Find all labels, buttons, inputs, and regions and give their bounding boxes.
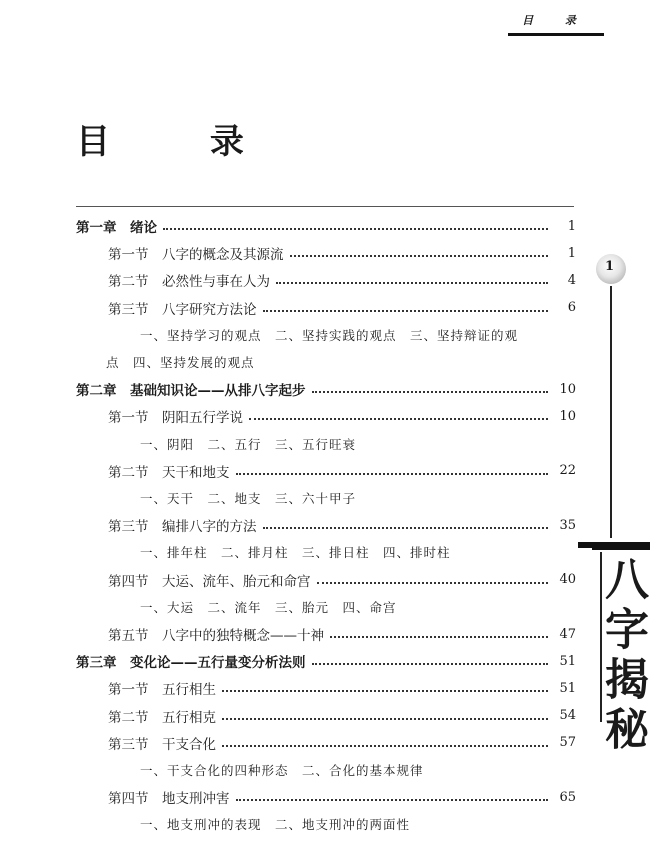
toc-page-number: 10 bbox=[559, 408, 576, 424]
toc-page-number: 22 bbox=[559, 463, 576, 479]
toc-entry-sec bbox=[108, 298, 576, 318]
toc-label: 第三节 八字研究方法论 bbox=[108, 301, 257, 318]
toc-entry-sub bbox=[140, 542, 576, 562]
toc-entry-sec bbox=[108, 270, 576, 290]
toc-page-number: 1 bbox=[567, 218, 576, 234]
side-vertical-rule bbox=[610, 286, 612, 538]
toc-leader-dots bbox=[263, 310, 549, 312]
toc-label: 一、阴阳 二、五行 三、五行旺衰 bbox=[140, 436, 357, 452]
toc-entry-sub bbox=[140, 814, 576, 834]
toc-page-number: 65 bbox=[559, 789, 576, 805]
toc-entry-sec bbox=[108, 787, 576, 807]
toc-entry-sub bbox=[140, 760, 576, 780]
toc-label: 点 四、坚持发展的观点 bbox=[106, 355, 255, 370]
toc-page-number: 57 bbox=[559, 735, 576, 751]
toc-label: 一、大运 二、流年 三、胎元 四、命宫 bbox=[140, 599, 397, 615]
toc-page-number: 47 bbox=[559, 626, 576, 642]
toc-leader-dots bbox=[249, 418, 548, 420]
toc-label: 第一节 八字的概念及其源流 bbox=[108, 247, 284, 264]
toc-label: 一、坚持学习的观点 二、坚持实践的观点 三、坚持辩证的观 bbox=[140, 327, 519, 343]
toc-entry-sec bbox=[108, 678, 576, 698]
toc-leader-dots bbox=[236, 473, 549, 475]
toc-entry-ch bbox=[76, 216, 576, 236]
toc-page-number: 54 bbox=[559, 708, 576, 724]
toc-entry-sec bbox=[108, 243, 576, 263]
toc-label: 第二节 天干和地支 bbox=[108, 464, 230, 481]
toc-leader-dots bbox=[263, 527, 549, 529]
toc-page-number: 10 bbox=[559, 381, 576, 397]
toc-label: 第一节 五行相生 bbox=[108, 682, 216, 699]
page-title: 目 录 bbox=[76, 122, 288, 162]
toc-entry-sec bbox=[108, 570, 576, 590]
toc-label: 第二章 基础知识论——从排八字起步 bbox=[76, 383, 306, 400]
toc-entry-sec bbox=[108, 624, 576, 644]
toc-leader-dots bbox=[222, 690, 548, 692]
toc-label: 第一节 阴阳五行学说 bbox=[108, 410, 243, 427]
toc-page-number: 40 bbox=[559, 572, 576, 588]
toc-label: 第四节 大运、流年、胎元和命宫 bbox=[108, 573, 311, 590]
toc-entry-sub bbox=[140, 597, 576, 617]
toc-entry-sec bbox=[108, 461, 576, 481]
toc-leader-dots bbox=[290, 255, 549, 257]
toc-leader-dots bbox=[330, 636, 548, 638]
toc-entry-sec bbox=[108, 406, 576, 426]
toc-entry-sec bbox=[108, 515, 576, 535]
toc-leader-dots bbox=[236, 799, 549, 801]
toc-leader-dots bbox=[312, 391, 549, 393]
toc-label: 第二节 必然性与事在人为 bbox=[108, 274, 270, 291]
toc-entry-wrap bbox=[106, 352, 606, 372]
toc-leader-dots bbox=[163, 228, 548, 230]
running-head: 目 录 bbox=[522, 14, 590, 27]
toc-label: 第三节 编排八字的方法 bbox=[108, 519, 257, 536]
toc-leader-dots bbox=[317, 582, 549, 584]
toc-label: 一、地支刑冲的表现 二、地支刑冲的两面性 bbox=[140, 817, 411, 833]
toc-label: 第二节 五行相克 bbox=[108, 709, 216, 726]
toc-label: 一、排年柱 二、排月柱 三、排日柱 四、排时柱 bbox=[140, 545, 451, 561]
toc-label: 第三节 干支合化 bbox=[108, 736, 216, 753]
toc-page-number: 51 bbox=[559, 653, 576, 669]
toc-entry-sec bbox=[108, 706, 576, 726]
toc-label: 第四节 地支刑冲害 bbox=[108, 791, 230, 808]
side-book-title: 八字揭秘 bbox=[597, 556, 648, 756]
toc-entry-sec bbox=[108, 733, 576, 753]
toc-entry-sub bbox=[140, 434, 576, 454]
toc-entry-sub bbox=[140, 488, 576, 508]
side-band-thin bbox=[592, 548, 650, 550]
toc-label: 一、干支合化的四种形态 二、合化的基本规律 bbox=[140, 763, 424, 778]
toc-leader-dots bbox=[222, 745, 548, 747]
toc-page-number: 35 bbox=[559, 517, 576, 533]
toc-page-number: 1 bbox=[567, 245, 576, 261]
toc-page-number: 6 bbox=[567, 300, 576, 316]
toc-page-number: 51 bbox=[559, 680, 576, 696]
running-head-rule bbox=[508, 33, 604, 36]
toc-label: 第一章 绪论 bbox=[76, 220, 157, 236]
toc-label: 一、天干 二、地支 三、六十甲子 bbox=[140, 491, 357, 506]
toc-entry-ch bbox=[76, 651, 576, 671]
toc-page-number: 4 bbox=[567, 272, 576, 288]
toc-label: 第五节 八字中的独特概念——十神 bbox=[108, 628, 324, 644]
toc-leader-dots bbox=[222, 718, 548, 720]
toc-entry-sub bbox=[140, 325, 576, 345]
side-page-number: 1 bbox=[605, 259, 615, 274]
title-rule bbox=[76, 206, 574, 207]
toc-leader-dots bbox=[312, 663, 549, 665]
toc-leader-dots bbox=[276, 282, 548, 284]
toc-label: 第三章 变化论——五行量变分析法则 bbox=[76, 655, 306, 672]
toc-entry-ch bbox=[76, 379, 576, 399]
